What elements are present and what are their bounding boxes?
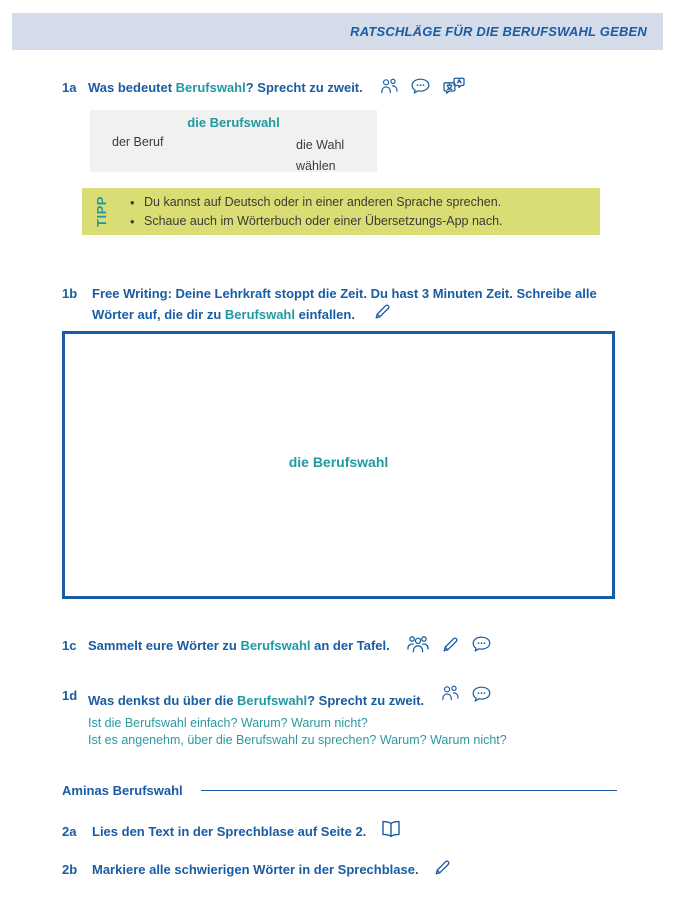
task-2a xyxy=(62,822,402,842)
speech-bubble-icon xyxy=(471,635,492,653)
tip-item: • Schaue auch im Wörterbuch oder einer Übersetzungs-App nach. xyxy=(130,212,592,231)
keyword-berufswahl: Berufswahl xyxy=(175,80,246,95)
keyword-berufswahl: Berufswahl xyxy=(224,307,295,322)
pair-icon xyxy=(440,684,460,703)
speech-bubble-icon xyxy=(410,77,431,95)
compound-word: die Berufswahl xyxy=(187,115,280,130)
task-1a xyxy=(62,78,466,98)
tip-item: • Du kannst auf Deutsch oder in einer anderen Sprache sprechen. xyxy=(130,193,592,212)
group-icon xyxy=(406,634,430,654)
task-text: Was bedeutet Berufswahl? Sprecht zu zweit. xyxy=(88,80,363,95)
pencil-icon xyxy=(441,635,460,654)
word-waehlen: wählen xyxy=(296,159,336,173)
task-icons xyxy=(406,634,492,654)
task-2b xyxy=(62,860,452,880)
word-wahl: die Wahl xyxy=(296,138,345,152)
task-number: 2b xyxy=(62,862,78,877)
book-icon xyxy=(380,820,402,839)
word-part-left: der Beruf xyxy=(112,135,164,149)
translation-icon xyxy=(442,76,466,96)
task-1c xyxy=(62,636,492,656)
page-title: RATSCHLÄGE FÜR DIE BERUFSWAHL GEBEN xyxy=(350,24,647,39)
task-1b xyxy=(62,284,619,325)
writing-box-label: die Berufswahl xyxy=(288,454,389,470)
task-number: 1b xyxy=(62,286,78,301)
task-text: Sammelt eure Wörter zu Berufswahl an der Tafel. xyxy=(88,638,390,653)
section-title: Aminas Berufswahl xyxy=(62,783,183,798)
speech-bubble-icon xyxy=(471,685,492,703)
task-icons xyxy=(440,684,492,703)
tip-list xyxy=(130,193,592,231)
task-text: Free Writing: Deine Lehrkraft stoppt die Zeit. Du hast 3 Minuten Zeit. Schreibe alle Wörter auf, die dir zu Berufswahl einfallen. xyxy=(92,286,597,322)
page-header xyxy=(12,13,663,50)
task-number: 1a xyxy=(62,80,77,95)
task-number: 1c xyxy=(62,638,77,653)
task-icons xyxy=(433,858,452,877)
word-analysis-box xyxy=(90,110,377,172)
pencil-icon xyxy=(373,302,392,321)
question-line: Ist die Berufswahl einfach? Warum? Warum nicht? xyxy=(88,716,368,730)
free-writing-box[interactable] xyxy=(62,331,615,599)
task-icons xyxy=(380,820,402,839)
tip-box xyxy=(82,188,600,235)
task-icons xyxy=(379,76,466,96)
keyword-berufswahl: Berufswahl xyxy=(237,693,308,708)
task-number: 2a xyxy=(62,824,77,839)
pencil-icon xyxy=(433,858,452,877)
section-heading xyxy=(62,783,617,798)
task-text: Lies den Text in der Sprechblase auf Seite 2. xyxy=(92,824,367,839)
pair-icon xyxy=(379,77,399,96)
task-1d xyxy=(62,686,507,748)
tip-label: TIPP xyxy=(93,196,109,227)
task-text: Was denkst du über die Berufswahl? Sprecht zu zweit. Ist die Berufswahl einfach? Warum? Warum nicht? Ist es angenehm, über die Berufswahl zu sprechen? Warum? Warum nicht? xyxy=(88,686,507,748)
section-rule xyxy=(201,790,617,791)
keyword-berufswahl: Berufswahl xyxy=(240,638,311,653)
task-number: 1d xyxy=(62,688,78,703)
task-text: Markiere alle schwierigen Wörter in der Sprechblase. xyxy=(92,862,419,877)
word-part-right xyxy=(296,135,344,177)
task-icons xyxy=(373,302,392,321)
discussion-questions xyxy=(88,715,507,748)
question-line: Ist es angenehm, über die Berufswahl zu sprechen? Warum? Warum nicht? xyxy=(88,732,507,747)
